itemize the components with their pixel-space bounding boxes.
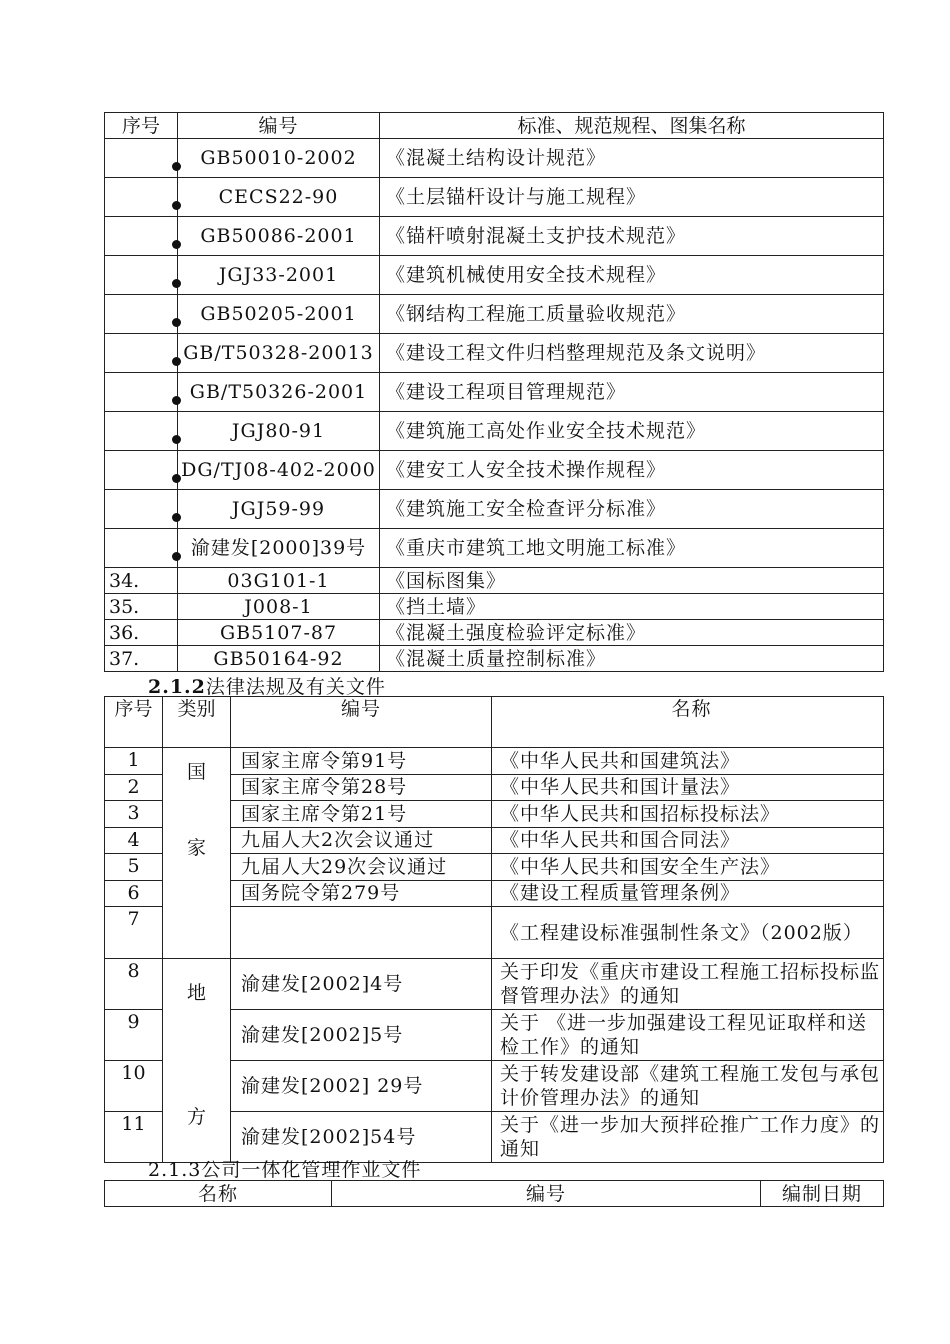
category-national: [163, 748, 231, 959]
category-char: 家: [186, 837, 206, 859]
standard-name: 《建筑施工安全检查评分标准》: [380, 490, 884, 529]
table-row: [105, 178, 884, 217]
standard-name: 《建设工程项目管理规范》: [380, 373, 884, 412]
section-2-title: 法律法规及有关文件: [205, 676, 386, 698]
standard-name: 《建筑施工高处作业安全技术规范》: [380, 412, 884, 451]
standard-code: J008-1: [178, 594, 380, 620]
law-code: 国家主席令第91号: [231, 748, 492, 775]
header-code: 编号: [332, 1181, 761, 1207]
table-row: [105, 959, 884, 1010]
row-index: 3: [105, 801, 163, 828]
table-header-row: [105, 697, 884, 748]
table-row: [105, 568, 884, 594]
header-index: 序号: [105, 113, 178, 139]
law-code: 国家主席令第28号: [231, 774, 492, 801]
standard-code: JGJ33-2001: [178, 256, 380, 295]
table-row: [105, 256, 884, 295]
header-name: 标准、规范规程、图集名称: [380, 113, 884, 139]
row-index: 1: [105, 748, 163, 775]
row-index: 35.: [105, 594, 178, 620]
category-char: 方: [186, 1106, 206, 1128]
law-name: 《中华人民共和国合同法》: [492, 827, 884, 854]
law-name: 《中华人民共和国建筑法》: [492, 748, 884, 775]
standard-name: 《钢结构工程施工质量验收规范》: [380, 295, 884, 334]
standard-code: GB5107-87: [178, 620, 380, 646]
law-code: 渝建发[2002]4号: [231, 959, 492, 1010]
law-name: 关于 《进一步加强建设工程见证取样和送检工作》的通知: [492, 1010, 884, 1061]
row-index: 8: [105, 959, 163, 1010]
header-name: 名称: [492, 697, 884, 748]
bullet-icon: [172, 396, 181, 405]
table-row: [105, 451, 884, 490]
table-header-row: [105, 113, 884, 139]
table-row: [105, 412, 884, 451]
standard-name: 《国标图集》: [380, 568, 884, 594]
table-row: [105, 217, 884, 256]
law-code: [231, 907, 492, 959]
law-code: 九届人大29次会议通过: [231, 854, 492, 881]
table-row: [105, 373, 884, 412]
table-row: [105, 334, 884, 373]
law-code: 渝建发[2002]5号: [231, 1010, 492, 1061]
header-code: 编号: [231, 697, 492, 748]
standard-code: GB50010-2002: [178, 139, 380, 178]
standard-code: DG/TJ08-402-2000: [178, 451, 380, 490]
table-row: [105, 295, 884, 334]
table-row: [105, 646, 884, 672]
table-row: [105, 529, 884, 568]
standard-code: GB50205-2001: [178, 295, 380, 334]
category-char: 地: [186, 982, 206, 1004]
row-index: 6: [105, 880, 163, 907]
laws-table: [104, 696, 884, 1163]
bullet-icon: [172, 474, 181, 483]
standard-name: 《锚杆喷射混凝土支护技术规范》: [380, 217, 884, 256]
row-index: 7: [105, 907, 163, 959]
section-3-heading: [148, 1155, 421, 1182]
section-2-number: 2.1.2: [148, 676, 206, 698]
category-char: 国: [186, 761, 206, 783]
law-code: 九届人大2次会议通过: [231, 827, 492, 854]
law-name: 关于印发《重庆市建设工程施工招标投标监督管理办法》的通知: [492, 959, 884, 1010]
row-index: 2: [105, 774, 163, 801]
standard-code: CECS22-90: [178, 178, 380, 217]
standard-name: 《混凝土质量控制标准》: [380, 646, 884, 672]
standards-table: [104, 112, 884, 672]
table-row: [105, 594, 884, 620]
law-name: 关于转发建设部《建筑工程施工发包与承包计价管理办法》的通知: [492, 1061, 884, 1112]
row-index: 4: [105, 827, 163, 854]
row-index: 11: [105, 1112, 163, 1163]
category-local: [163, 959, 231, 1163]
bullet-icon: [172, 201, 181, 210]
header-date: 编制日期: [761, 1181, 884, 1207]
standard-name: 《建安工人安全技术操作规程》: [380, 451, 884, 490]
standard-code: GB/T50328-20013: [178, 334, 380, 373]
law-name: 《建设工程质量管理条例》: [492, 880, 884, 907]
standard-name: 《土层锚杆设计与施工规程》: [380, 178, 884, 217]
bullet-icon: [172, 552, 181, 561]
law-name: 《中华人民共和国安全生产法》: [492, 854, 884, 881]
standard-name: 《挡土墙》: [380, 594, 884, 620]
header-category: 类别: [163, 697, 231, 748]
standard-code: JGJ80-91: [178, 412, 380, 451]
standard-code: 03G101-1: [178, 568, 380, 594]
section-3-title: 公司一体化管理作业文件: [201, 1159, 422, 1181]
bullet-icon: [172, 318, 181, 327]
law-code: 国务院令第279号: [231, 880, 492, 907]
row-index: 34.: [105, 568, 178, 594]
bullet-icon: [172, 279, 181, 288]
bullet-icon: [172, 162, 181, 171]
row-index: 36.: [105, 620, 178, 646]
row-index: 5: [105, 854, 163, 881]
row-index: 9: [105, 1010, 163, 1061]
row-index: 37.: [105, 646, 178, 672]
standard-name: 《混凝土强度检验评定标准》: [380, 620, 884, 646]
table-row: [105, 139, 884, 178]
header-code: 编号: [178, 113, 380, 139]
header-name: 名称: [105, 1181, 332, 1207]
standard-name: 《混凝土结构设计规范》: [380, 139, 884, 178]
law-name: 关于《进一步加大预拌砼推广工作力度》的通知: [492, 1112, 884, 1163]
row-index: 10: [105, 1061, 163, 1112]
company-docs-table: [104, 1180, 884, 1207]
law-name: 《中华人民共和国计量法》: [492, 774, 884, 801]
standard-code: GB50164-92: [178, 646, 380, 672]
bullet-icon: [172, 240, 181, 249]
bullet-icon: [172, 513, 181, 522]
table-header-row: [105, 1181, 884, 1207]
standard-code: GB/T50326-2001: [178, 373, 380, 412]
bullet-icon: [172, 435, 181, 444]
table-row: [105, 620, 884, 646]
law-code: 国家主席令第21号: [231, 801, 492, 828]
table-row: [105, 490, 884, 529]
standard-code: GB50086-2001: [178, 217, 380, 256]
law-code: 渝建发[2002]54号: [231, 1112, 492, 1163]
table-row: [105, 748, 884, 775]
standard-name: 《建设工程文件归档整理规范及条文说明》: [380, 334, 884, 373]
law-name: 《工程建设标准强制性条文》（2002版）: [492, 907, 884, 959]
bullet-icon: [172, 357, 181, 366]
law-name: 《中华人民共和国招标投标法》: [492, 801, 884, 828]
section-2-heading: [148, 672, 386, 699]
law-code: 渝建发[2002] 29号: [231, 1061, 492, 1112]
standard-name: 《建筑机械使用安全技术规程》: [380, 256, 884, 295]
section-3-number: 2.1.3: [148, 1159, 202, 1181]
header-index: 序号: [105, 697, 163, 748]
standard-code: JGJ59-99: [178, 490, 380, 529]
standard-name: 《重庆市建筑工地文明施工标准》: [380, 529, 884, 568]
standard-code: 渝建发[2000]39号: [178, 529, 380, 568]
